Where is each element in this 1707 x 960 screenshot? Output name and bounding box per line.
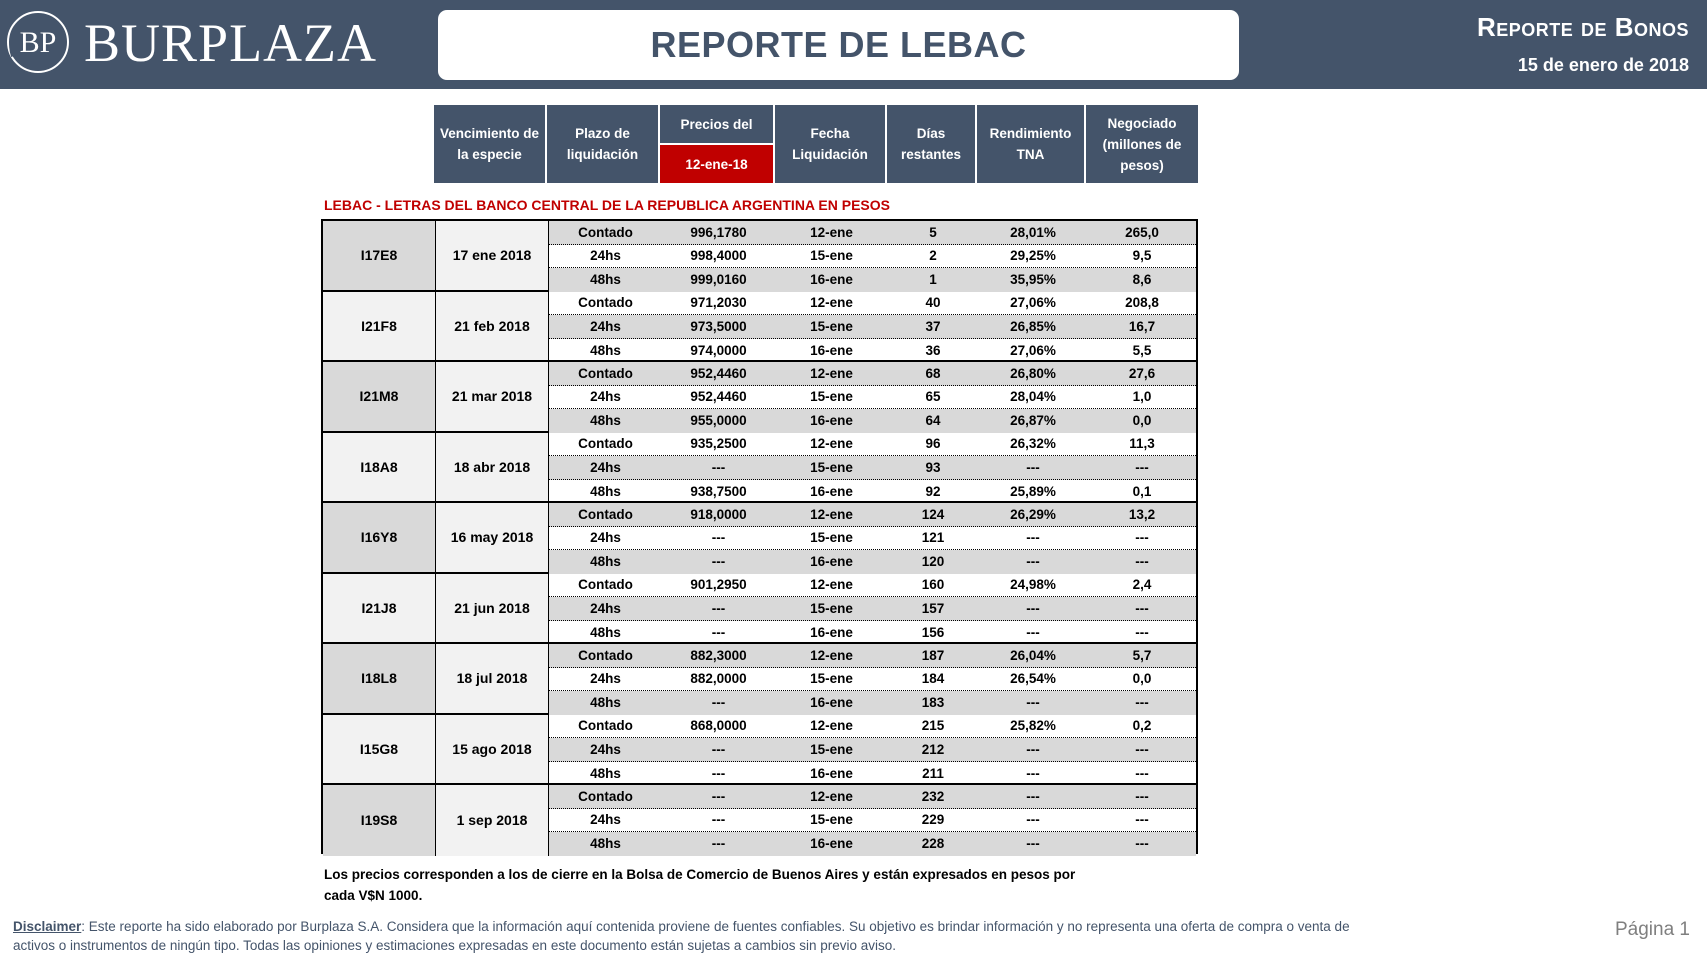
cell-plazo: 24hs	[590, 600, 621, 616]
cell-plazo: Contado	[578, 295, 633, 311]
cell-rend: ---	[1026, 741, 1040, 757]
cell-dias: 2	[929, 248, 937, 264]
maturity-date: 21 jun 2018	[436, 574, 549, 643]
bp-logo-icon	[4, 8, 72, 76]
cell-rend: ---	[1026, 554, 1040, 570]
cell-precio: 935,2500	[690, 436, 747, 452]
cell-neg: 265,0	[1125, 224, 1159, 240]
cell-plazo: 24hs	[590, 248, 621, 264]
cell-dias: 40	[925, 295, 941, 311]
brand-name: BURPLAZA	[84, 13, 378, 73]
cell-precio: 901,2950	[690, 577, 747, 593]
col-header-vencimiento: Vencimiento de la especie	[434, 105, 545, 183]
cell-rend: 25,82%	[1010, 718, 1056, 734]
species-code: I21F8	[323, 292, 436, 361]
cell-fecha: 15-ene	[810, 318, 853, 334]
cell-fecha: 15-ene	[810, 812, 853, 828]
cell-fecha: 12-ene	[810, 436, 853, 452]
table-row	[549, 386, 1196, 410]
cell-precio: 955,0000	[690, 413, 747, 429]
cell-precio: 996,1780	[690, 224, 747, 240]
cell-fecha: 12-ene	[810, 295, 853, 311]
table-row	[549, 362, 1196, 386]
col-header-fecha: Fecha Liquidación	[775, 105, 885, 183]
maturity-date: 15 ago 2018	[436, 715, 549, 784]
cell-plazo: Contado	[578, 365, 633, 381]
cell-plazo: 48hs	[590, 483, 621, 499]
cell-plazo: 48hs	[590, 836, 621, 852]
cell-precio: 882,0000	[690, 671, 747, 687]
cell-plazo: 48hs	[590, 272, 621, 288]
cell-plazo: Contado	[578, 647, 633, 663]
table-row	[549, 503, 1196, 527]
species-code: I18A8	[323, 433, 436, 502]
cell-fecha: 15-ene	[810, 530, 853, 546]
lebac-group	[323, 503, 1196, 574]
col-header-dias: Días restantes	[887, 105, 975, 183]
cell-neg: 8,6	[1132, 272, 1152, 288]
cell-rend: ---	[1026, 695, 1040, 711]
maturity-date: 17 ene 2018	[436, 221, 549, 290]
col-header-precios-date: 12-ene-18	[660, 145, 773, 183]
lebac-group	[323, 574, 1196, 645]
cell-neg: 208,8	[1125, 295, 1159, 311]
cell-rend: 27,06%	[1010, 342, 1056, 358]
table-row	[549, 621, 1196, 645]
cell-fecha: 15-ene	[810, 248, 853, 264]
table-row	[549, 832, 1196, 856]
cell-plazo: Contado	[578, 788, 633, 804]
cell-neg: ---	[1135, 600, 1149, 616]
table-row	[549, 456, 1196, 480]
header-bar	[0, 0, 1707, 89]
cell-dias: 183	[921, 695, 945, 711]
title-box	[438, 10, 1239, 80]
cell-precio: 952,4460	[690, 365, 747, 381]
table-row	[549, 715, 1196, 739]
cell-fecha: 12-ene	[810, 506, 853, 522]
cell-plazo: Contado	[578, 506, 633, 522]
cell-dias: 184	[921, 671, 945, 687]
cell-precio: 971,2030	[690, 295, 747, 311]
cell-rend: 26,04%	[1010, 647, 1056, 663]
cell-fecha: 15-ene	[810, 389, 853, 405]
cell-fecha: 12-ene	[810, 788, 853, 804]
col-header-precios-label: Precios del	[660, 105, 773, 143]
cell-plazo: 24hs	[590, 530, 621, 546]
species-code: I18L8	[323, 644, 436, 713]
section-title: LEBAC - LETRAS DEL BANCO CENTRAL DE LA REPUBLICA ARGENTINA EN PESOS	[324, 197, 890, 213]
cell-rend: ---	[1026, 459, 1040, 475]
cell-fecha: 16-ene	[810, 342, 853, 358]
cell-fecha: 15-ene	[810, 459, 853, 475]
page-number: Página 1	[1614, 919, 1690, 940]
cell-plazo: 24hs	[590, 318, 621, 334]
cell-fecha: 15-ene	[810, 741, 853, 757]
col-header-rendimiento: Rendimiento TNA	[977, 105, 1084, 183]
cell-dias: 157	[921, 600, 945, 616]
cell-neg: 13,2	[1128, 506, 1156, 522]
cell-rend: 28,04%	[1010, 389, 1056, 405]
table-row	[549, 339, 1196, 363]
species-code: I21J8	[323, 574, 436, 643]
cell-fecha: 16-ene	[810, 765, 853, 781]
species-code: I15G8	[323, 715, 436, 784]
cell-fecha: 12-ene	[810, 365, 853, 381]
cell-fecha: 16-ene	[810, 554, 853, 570]
cell-precio: ---	[711, 554, 726, 570]
cell-fecha: 12-ene	[810, 718, 853, 734]
cell-fecha: 12-ene	[810, 224, 853, 240]
lebac-group	[323, 221, 1196, 292]
maturity-date: 18 jul 2018	[436, 644, 549, 713]
lebac-group	[323, 292, 1196, 363]
cell-dias: 215	[921, 718, 945, 734]
cell-plazo: Contado	[578, 224, 633, 240]
cell-dias: 228	[921, 836, 945, 852]
cell-neg: ---	[1135, 624, 1149, 640]
cell-precio: ---	[711, 624, 726, 640]
cell-fecha: 16-ene	[810, 413, 853, 429]
cell-neg: 0,2	[1132, 718, 1152, 734]
cell-rend: 28,01%	[1010, 224, 1056, 240]
cell-neg: 0,1	[1132, 483, 1152, 499]
cell-neg: ---	[1135, 530, 1149, 546]
cell-precio: 882,3000	[690, 647, 747, 663]
cell-dias: 5	[929, 224, 937, 240]
cell-neg: 2,4	[1132, 577, 1152, 593]
cell-precio: 999,0160	[690, 272, 747, 288]
lebac-group	[323, 644, 1196, 715]
cell-rend: 26,29%	[1010, 506, 1056, 522]
cell-rend: 26,87%	[1010, 413, 1056, 429]
maturity-date: 21 feb 2018	[436, 292, 549, 361]
table-row	[549, 292, 1196, 316]
cell-plazo: Contado	[578, 577, 633, 593]
cell-rend: 24,98%	[1010, 577, 1056, 593]
cell-plazo: 24hs	[590, 741, 621, 757]
table-row	[549, 480, 1196, 504]
cell-dias: 65	[925, 389, 941, 405]
lebac-group	[323, 362, 1196, 433]
cell-precio: 868,0000	[690, 718, 747, 734]
cell-rend: ---	[1026, 600, 1040, 616]
cell-neg: 0,0	[1132, 671, 1152, 687]
table-row	[549, 527, 1196, 551]
table-row	[549, 738, 1196, 762]
cell-precio: ---	[711, 741, 726, 757]
table-row	[549, 691, 1196, 715]
cell-fecha: 16-ene	[810, 624, 853, 640]
maturity-date: 18 abr 2018	[436, 433, 549, 502]
cell-dias: 211	[922, 765, 944, 781]
cell-neg: ---	[1135, 788, 1149, 804]
maturity-date: 21 mar 2018	[436, 362, 549, 431]
cell-plazo: 48hs	[590, 342, 621, 358]
cell-neg: ---	[1135, 459, 1149, 475]
cell-precio: ---	[711, 530, 726, 546]
cell-precio: 938,7500	[690, 483, 747, 499]
cell-precio: ---	[711, 788, 726, 804]
cell-rend: ---	[1026, 836, 1040, 852]
cell-rend: 29,25%	[1010, 248, 1056, 264]
species-code: I16Y8	[323, 503, 436, 572]
cell-precio: ---	[711, 695, 726, 711]
cell-rend: 25,89%	[1010, 483, 1056, 499]
cell-neg: 16,7	[1128, 318, 1156, 334]
cell-dias: 93	[925, 459, 941, 475]
cell-dias: 232	[921, 788, 945, 804]
cell-neg: 27,6	[1128, 365, 1156, 381]
cell-fecha: 12-ene	[810, 647, 853, 663]
cell-dias: 64	[925, 413, 941, 429]
cell-plazo: 24hs	[590, 812, 621, 828]
lebac-group	[323, 433, 1196, 504]
cell-dias: 124	[921, 506, 945, 522]
species-code: I19S8	[323, 785, 436, 856]
cell-plazo: 48hs	[590, 554, 621, 570]
cell-rend: ---	[1026, 788, 1040, 804]
cell-precio: ---	[711, 836, 726, 852]
table-row	[549, 762, 1196, 786]
cell-neg: ---	[1135, 836, 1149, 852]
cell-plazo: 48hs	[590, 624, 621, 640]
disclaimer-text: : Este reporte ha sido elaborado por Burplaza S.A. Considera que la información aquí contenida proviene de fuentes confiables. Su objetivo es brindar información y no representa una oferta de compra o venta de activos o instrumentos de ningún tipo. Todas las opiniones y estimaciones expresadas en este documento están sujetas a cambios sin previo aviso.	[13, 919, 1350, 953]
cell-neg: 9,5	[1132, 248, 1152, 264]
cell-dias: 92	[925, 483, 941, 499]
cell-dias: 36	[925, 342, 941, 358]
disclaimer-label: Disclaimer	[13, 919, 82, 934]
species-code: I21M8	[323, 362, 436, 431]
cell-precio: 918,0000	[690, 506, 747, 522]
cell-dias: 156	[921, 624, 945, 640]
table-row	[549, 574, 1196, 598]
cell-precio: 998,4000	[690, 248, 747, 264]
cell-neg: 5,5	[1132, 342, 1152, 358]
cell-precio: 973,5000	[690, 318, 747, 334]
cell-precio: ---	[711, 600, 726, 616]
cell-neg: 0,0	[1132, 413, 1152, 429]
cell-rend: 26,54%	[1010, 671, 1056, 687]
cell-dias: 1	[929, 272, 937, 288]
cell-neg: 1,0	[1132, 389, 1152, 405]
disclaimer	[13, 917, 1353, 955]
lebac-group	[323, 785, 1196, 856]
cell-rend: ---	[1026, 624, 1040, 640]
table-row	[549, 315, 1196, 339]
cell-precio: ---	[711, 765, 726, 781]
lebac-table	[321, 219, 1198, 854]
cell-neg: ---	[1135, 741, 1149, 757]
table-row	[549, 433, 1196, 457]
cell-neg: ---	[1135, 554, 1149, 570]
table-row	[549, 409, 1196, 433]
table-row	[549, 809, 1196, 833]
species-code: I17E8	[323, 221, 436, 290]
cell-neg: 11,3	[1129, 436, 1155, 452]
cell-dias: 37	[925, 318, 941, 334]
table-row	[549, 644, 1196, 668]
cell-dias: 121	[921, 530, 945, 546]
brand-logo	[4, 8, 377, 76]
cell-fecha: 16-ene	[810, 836, 853, 852]
cell-rend: 35,95%	[1010, 272, 1056, 288]
cell-dias: 187	[921, 647, 945, 663]
table-row	[549, 550, 1196, 574]
cell-precio: 974,0000	[690, 342, 747, 358]
cell-plazo: 24hs	[590, 459, 621, 475]
lebac-group	[323, 715, 1196, 786]
table-row	[549, 221, 1196, 245]
cell-plazo: Contado	[578, 436, 633, 452]
cell-plazo: Contado	[578, 718, 633, 734]
cell-rend: ---	[1026, 812, 1040, 828]
col-header-plazo: Plazo de liquidación	[547, 105, 658, 183]
col-header-precios	[660, 105, 773, 183]
table-row	[549, 245, 1196, 269]
price-note: Los precios corresponden a los de cierre en la Bolsa de Comercio de Buenos Aires y están expresados en pesos por cada V$N 1000.	[324, 867, 1076, 903]
cell-plazo: 48hs	[590, 413, 621, 429]
cell-rend: 26,85%	[1010, 318, 1056, 334]
cell-plazo: 48hs	[590, 695, 621, 711]
cell-rend: 26,32%	[1010, 436, 1056, 452]
cell-dias: 120	[921, 554, 945, 570]
page-title: REPORTE DE LEBAC	[650, 24, 1027, 65]
cell-plazo: 48hs	[590, 765, 621, 781]
cell-fecha: 16-ene	[810, 272, 853, 288]
cell-neg: ---	[1135, 765, 1149, 781]
cell-plazo: 24hs	[590, 389, 621, 405]
cell-dias: 160	[921, 577, 945, 593]
cell-dias: 68	[925, 365, 941, 381]
report-name: Reporte de Bonos	[1476, 12, 1689, 42]
table-row	[549, 268, 1196, 292]
cell-rend: ---	[1026, 765, 1040, 781]
cell-fecha: 16-ene	[810, 695, 853, 711]
cell-fecha: 15-ene	[810, 600, 853, 616]
maturity-date: 1 sep 2018	[436, 785, 549, 856]
cell-dias: 229	[921, 812, 945, 828]
cell-precio: 952,4460	[690, 389, 747, 405]
cell-neg: 5,7	[1132, 647, 1152, 663]
cell-neg: ---	[1135, 695, 1149, 711]
cell-rend: 27,06%	[1010, 295, 1056, 311]
cell-rend: ---	[1026, 530, 1040, 546]
report-date: 15 de enero de 2018	[1517, 55, 1689, 75]
table-row	[549, 785, 1196, 809]
cell-fecha: 12-ene	[810, 577, 853, 593]
cell-dias: 96	[925, 436, 941, 452]
cell-fecha: 16-ene	[810, 483, 853, 499]
col-header-negociado: Negociado (millones de pesos)	[1086, 105, 1198, 183]
table-row	[549, 597, 1196, 621]
cell-neg: ---	[1135, 812, 1149, 828]
table-row	[549, 668, 1196, 692]
cell-rend: 26,80%	[1010, 365, 1056, 381]
cell-precio: ---	[711, 459, 726, 475]
logo-initials: BP	[19, 26, 57, 59]
cell-precio: ---	[711, 812, 726, 828]
cell-dias: 212	[921, 741, 945, 757]
cell-fecha: 15-ene	[810, 671, 853, 687]
cell-plazo: 24hs	[590, 671, 621, 687]
maturity-date: 16 may 2018	[436, 503, 549, 572]
